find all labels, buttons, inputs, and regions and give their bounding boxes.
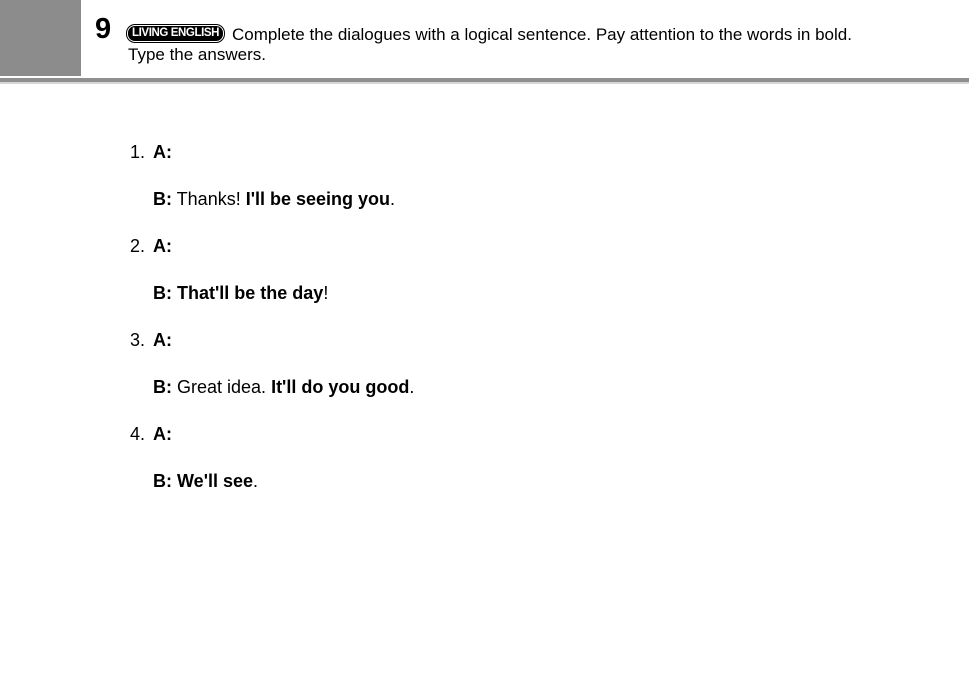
speaker-a-label: A: bbox=[153, 236, 172, 256]
header-gray-block bbox=[0, 0, 81, 76]
exercise-number: 9 bbox=[95, 13, 112, 45]
b-text-end: . bbox=[390, 189, 396, 209]
exercise-header bbox=[0, 0, 969, 78]
instruction-line-2: Type the answers. bbox=[128, 45, 266, 64]
dialogue-4-b-line bbox=[153, 470, 258, 492]
living-english-badge: LIVING ENGLISH bbox=[127, 25, 224, 42]
header-divider-shadow bbox=[0, 82, 969, 84]
dialogue-2-b-line bbox=[153, 282, 328, 304]
dialogue-number: 1. bbox=[130, 142, 146, 162]
speaker-b-label: B: bbox=[153, 377, 172, 397]
speaker-a-label: A: bbox=[153, 330, 172, 350]
b-text-bold: That'll be the day bbox=[177, 283, 324, 303]
speaker-b-label: B: bbox=[153, 189, 172, 209]
exercise-instruction bbox=[128, 25, 948, 65]
b-text-bold: It'll do you good bbox=[271, 377, 410, 397]
speaker-a-label: A: bbox=[153, 142, 172, 162]
speaker-b-label: B: bbox=[153, 283, 172, 303]
b-text-end: . bbox=[409, 377, 415, 397]
b-text-bold: We'll see bbox=[177, 471, 254, 491]
speaker-b-label: B: bbox=[153, 471, 172, 491]
instruction-line-1: Complete the dialogues with a logical sentence. Pay attention to the words in bold. bbox=[232, 25, 852, 44]
b-text-end: ! bbox=[323, 283, 329, 303]
b-text-bold: I'll be seeing you bbox=[245, 189, 391, 209]
dialogue-3-b-line bbox=[153, 376, 414, 398]
dialogue-1-b-line bbox=[153, 188, 395, 210]
b-text-end: . bbox=[253, 471, 259, 491]
b-text-plain: Thanks! bbox=[172, 189, 246, 209]
dialogue-number: 3. bbox=[130, 330, 146, 350]
speaker-a-label: A: bbox=[153, 424, 172, 444]
b-text-plain: Great idea. bbox=[172, 377, 272, 397]
dialogue-number: 2. bbox=[130, 236, 146, 256]
dialogue-number: 4. bbox=[130, 424, 146, 444]
